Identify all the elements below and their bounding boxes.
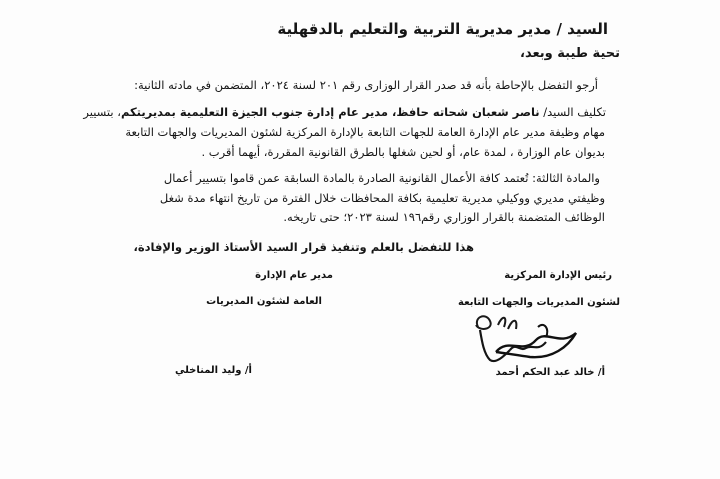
- body-line-assignment: [83, 105, 606, 119]
- closing-line: هذا للتفضل بالعلم وتنفيذ قرار السيد الأستاذ الوزير والإفادة،: [133, 240, 474, 254]
- body-line-7: الوظائف المتضمنة بالقرار الوزاري رقم١٩٦ لسنة ٢٠٢٣؛ حتى تاريخه.: [283, 210, 605, 224]
- left-signatory-name: أ/ وليد المناخلي: [174, 365, 252, 376]
- body-line-6: وظيفتي مديري ووكيلي مديرية تعليمية بكافة المحافظات خلال الفترة من تاريخ انتهاء مدة شغل: [159, 191, 605, 205]
- right-signatory-title-1: رئيس الإدارة المركزية: [504, 270, 612, 281]
- left-signatory-title-2: العامة لشئون المديريات: [206, 296, 322, 307]
- assignment-suffix: ، بتسيير: [83, 105, 121, 119]
- left-signatory-title-1: مدير عام الإدارة: [255, 270, 333, 281]
- body-line-5: والمادة الثالثة: تُعتمد كافة الأعمال القانونية الصادرة بالمادة السابقة عمن قاموا بتسيير أعمال: [163, 171, 600, 185]
- left-signature-stroke-2: [510, 342, 546, 350]
- right-signatory-title-2: لشئون المديريات والجهات التابعة: [458, 297, 620, 308]
- body-line-3: مهام وظيفة مدير عام الإدارة العامة للجهات التابعة بالإدارة المركزية لشئون المديريات والجهات التابعة: [125, 125, 605, 139]
- greeting-line: تحية طيبة وبعد،: [520, 46, 620, 61]
- addressee-line: السيد / مدير مديرية التربية والتعليم بالدقهلية: [277, 20, 608, 38]
- assignment-prefix: تكليف السيد/: [543, 105, 606, 119]
- body-line-4: بديوان عام الوزارة ، لمدة عام، أو لحين شغلها بالطرق القانونية المقررة، أيهما أقرب .: [201, 145, 605, 159]
- body-paragraph-1: أرجو التفضل بالإحاطة بأنه قد صدر القرار الوزارى رقم ٢٠١ لسنة ٢٠٢٤، المتضمن في مادته الثانية:: [134, 78, 598, 92]
- right-signatory-name: أ/ خالد عبد الحكم أحمد: [495, 367, 605, 378]
- left-signature: [460, 322, 570, 370]
- assignee-name: ناصر شعبان شحاته حافظ، مدير عام إدارة جنوب الجيزة التعليمية بمديريتكم: [120, 105, 540, 119]
- left-signature-stroke-1: [480, 330, 510, 361]
